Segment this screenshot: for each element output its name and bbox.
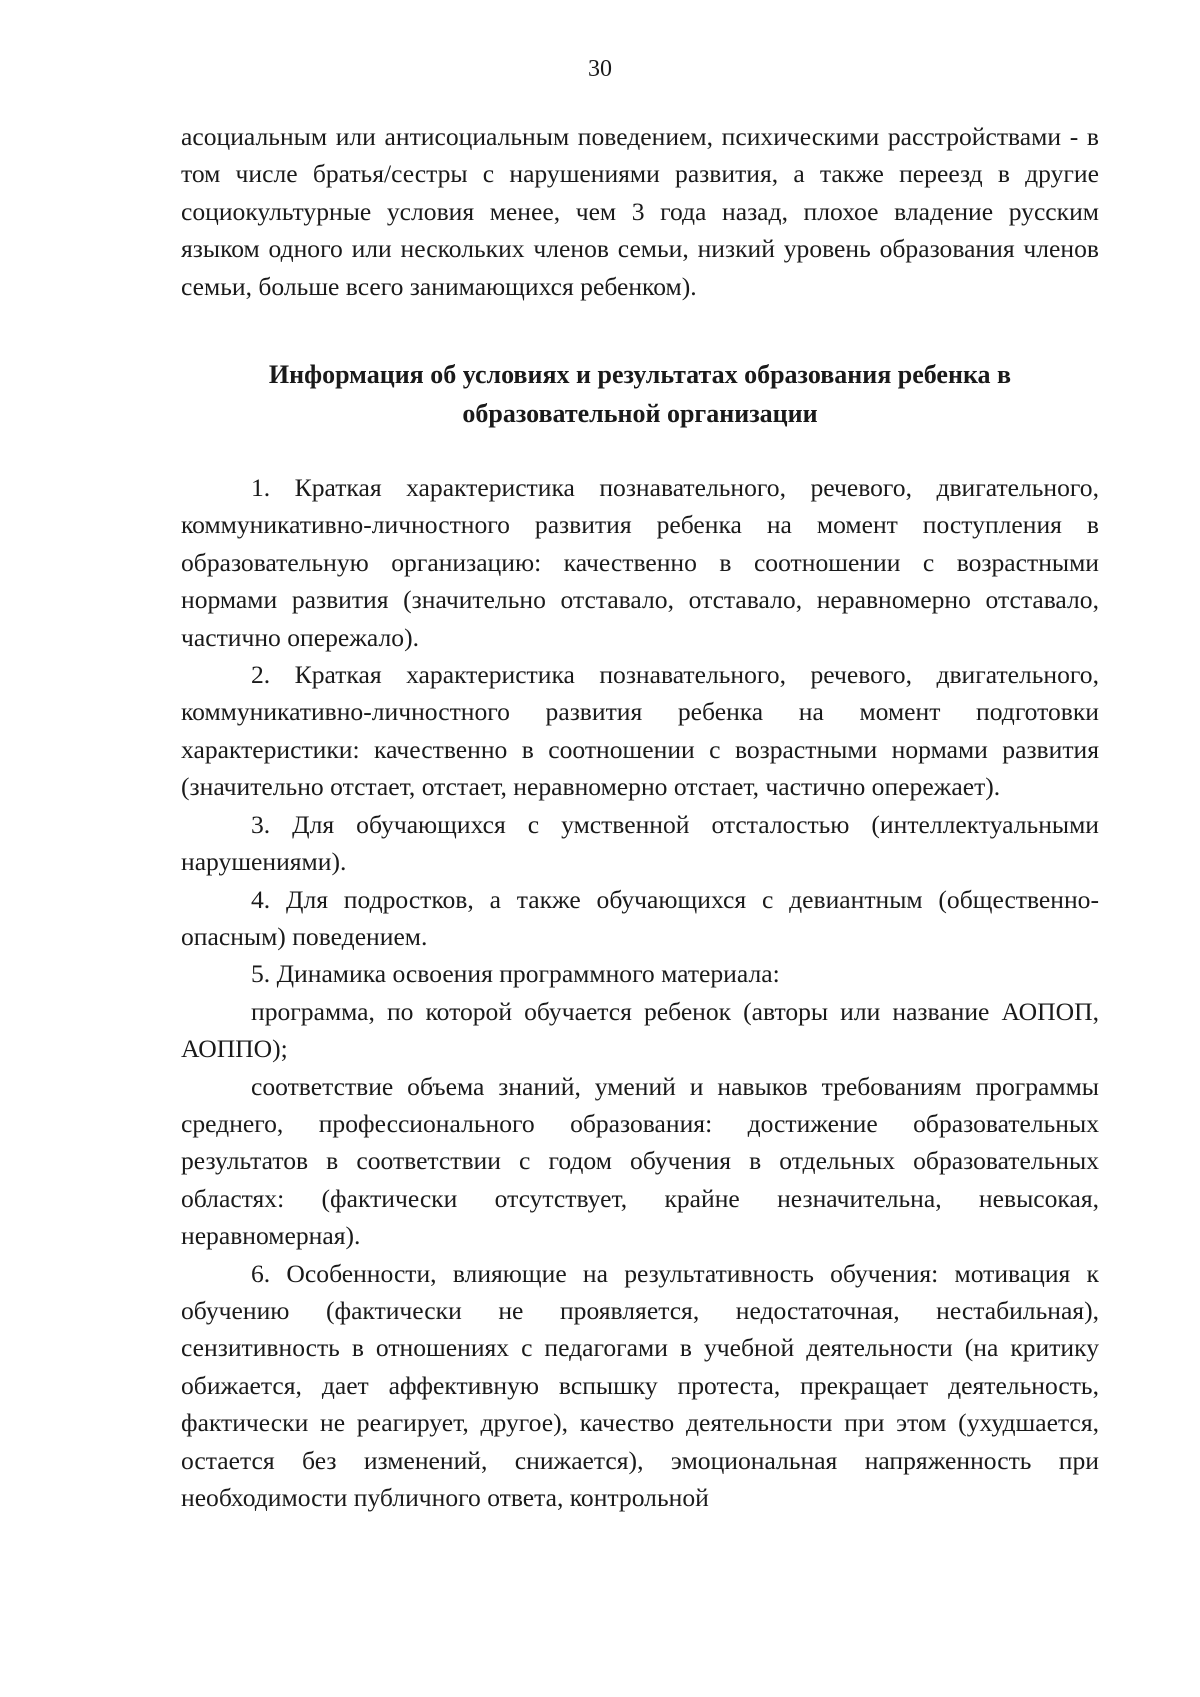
paragraph-1: 1. Краткая характеристика познавательного, речевого, двигательного, коммуникативно-личностного развития ребенка на момент поступления в образовательную организацию: качественно в соотношении с возрастными нормами развития (значительно отставало, отставало, неравномерно отставало, частично опережало). [181,473,1099,652]
paragraph-2: 2. Краткая характеристика познавательного, речевого, двигательного, коммуникативно-личностного развития ребенка на момент подготовки характеристики: качественно в соотношении с возрастными нормами развития (значительно отстает, отстает, неравномерно отстает, частично опережает). [181,660,1099,802]
document-body [181,118,1099,1516]
paragraph-5: 5. Динамика освоения программного материала: [251,959,780,989]
section-heading: Информация об условиях и результатах образования ребенка в образовательной организации [268,360,1012,429]
paragraph-3: 3. Для обучающихся с умственной отсталостью (интеллектуальными нарушениями). [181,809,1099,877]
paragraph-5-program: программа, по которой обучается ребенок (авторы или название АОПОП, АОППО); [181,996,1099,1064]
paragraph-6: 6. Особенности, влияющие на результативность обучения: мотивация к обучению (фактически не проявляется, недостаточная, нестабильная), сензитивность в отношениях с педагогами в учебной деятельности (на критику обижается, дает аффективную вспышку протеста, прекращает деятельность, фактически не реагирует, другое), качество деятельности при этом (ухудшается, остается без изменений, снижается), эмоциональная напряженность при необходимости публичного ответа, контрольной [181,1258,1099,1512]
continuation-paragraph: асоциальным или антисоциальным поведением, психическими расстройствами - в том числе братья/сестры с нарушениями развития, а также переезд в другие социокультурные условия менее, чем 3 года назад, плохое владение русским языком одного или нескольких членов семьи, низкий уровень образования членов семьи, больше всего занимающихся ребенком). [181,122,1099,301]
paragraph-4: 4. Для подростков, а также обучающихся с девиантным (общественно-опасным) поведением. [181,884,1099,951]
page-number: 30 [588,56,612,82]
paragraph-5-compliance: соответствие объема знаний, умений и навыков требованиям программы среднего, профессионального образования: достижение образовательных результатов в соответствии с годом обучения в отдельных образовательных областях: (фактически отсутствует, крайне незначительна, невысокая, неравномерная). [181,1071,1099,1251]
